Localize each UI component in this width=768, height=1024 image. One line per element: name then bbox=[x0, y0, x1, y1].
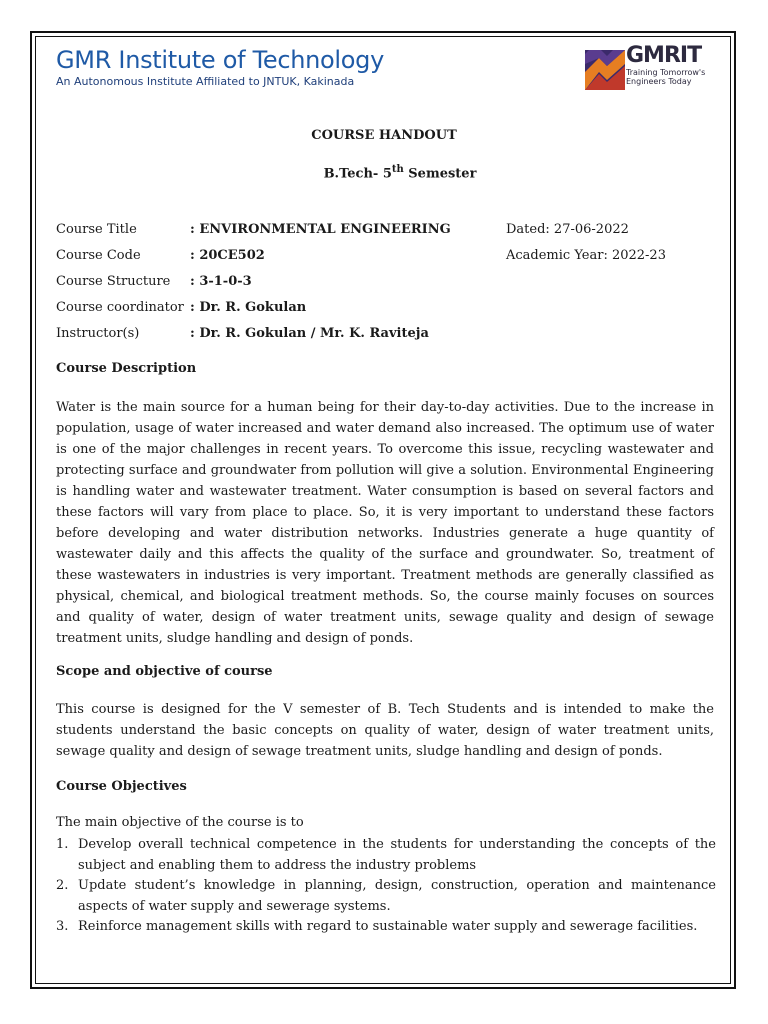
document-title: COURSE HANDOUT bbox=[311, 128, 457, 143]
info-label: Course Title bbox=[56, 222, 137, 237]
logo-tagline-2: Engineers Today bbox=[626, 77, 692, 86]
info-label: Instructor(s) bbox=[56, 326, 140, 341]
info-value: : 20CE502 bbox=[190, 248, 265, 263]
list-item-number: 1. bbox=[56, 837, 69, 852]
scope-text: This course is designed for the V semester of B. Tech Students and is intended to make the students understand the basic concepts on quality of water, design of water treatment units, sewage quality and design of sewage treatment units, sludge handling and design of ponds. bbox=[56, 702, 714, 759]
institute-subtitle: An Autonomous Institute Affiliated to JNTUK, Kakinada bbox=[56, 75, 355, 88]
list-item-text: Reinforce management skills with regard to sustainable water supply and sewerage facilities. bbox=[78, 919, 698, 934]
gmrit-logo bbox=[585, 44, 733, 94]
list-item bbox=[56, 835, 716, 876]
info-label: Course Code bbox=[56, 248, 141, 263]
institute-header bbox=[56, 46, 384, 89]
objectives-list bbox=[56, 835, 716, 938]
list-item bbox=[56, 917, 716, 938]
logo-brand: GMRIT bbox=[626, 43, 702, 68]
course-description-text: Water is the main source for a human being for their day-to-day activities. Due to the increase in population, usage of water increased and water demand also increased. The optimum use of water is one of the major challenges in recent years. To overcome this issue, recycling wastewater and protecting surface and groundwater from pollution will give a solution. Environmental Engineering is handling water and wastewater treatment. Water consumption is based on several factors and these factors will vary from place to place. So, it is very important to understand these factors before developing and water distribution networks. Industries generate a huge quantity of wastewater daily and this affects the quality of the surface and groundwater. So, treatment of these wastewaters in industries is very important. Treatment methods are generally classified as physical, chemical, and biological treatment methods. So, the course mainly focuses on sources and quality of water, design of water treatment units, sewage quality and design of sewage treatment units, sludge handling and design of ponds. bbox=[56, 400, 714, 646]
semester-prefix: B.Tech- 5 bbox=[323, 166, 392, 182]
info-value: : Dr. R. Gokulan bbox=[190, 300, 307, 315]
objectives-intro: The main objective of the course is to bbox=[56, 815, 304, 830]
gmrit-logo-text bbox=[626, 44, 705, 86]
gmrit-logo-icon bbox=[585, 44, 625, 92]
course-description-heading: Course Description bbox=[56, 361, 197, 376]
list-item bbox=[56, 876, 716, 917]
list-item-text: Develop overall technical competence in the students for understanding the concepts of the subject and enabling them to address the industry problems bbox=[78, 837, 716, 873]
scope-heading: Scope and objective of course bbox=[56, 664, 273, 679]
list-item-number: 2. bbox=[56, 878, 69, 893]
semester-title bbox=[0, 164, 768, 181]
semester-sup: th bbox=[391, 164, 404, 175]
info-value: : 3-1-0-3 bbox=[190, 274, 252, 289]
list-item-number: 3. bbox=[56, 919, 69, 934]
semester-suffix: Semester bbox=[403, 166, 477, 182]
list-item-text: Update student’s knowledge in planning, design, construction, operation and maintenance aspects of water supply and sewerage systems. bbox=[78, 878, 716, 914]
info-value: : Dr. R. Gokulan / Mr. K. Raviteja bbox=[190, 326, 429, 341]
institute-name: GMR Institute of Technology bbox=[56, 46, 385, 74]
course-objectives-heading: Course Objectives bbox=[56, 779, 187, 794]
info-label: Course Structure bbox=[56, 274, 171, 289]
info-label: Course coordinator bbox=[56, 300, 184, 315]
info-academic-year: Academic Year: 2022-23 bbox=[506, 248, 666, 263]
info-dated: Dated: 27-06-2022 bbox=[506, 222, 629, 237]
info-value: : ENVIRONMENTAL ENGINEERING bbox=[190, 222, 451, 237]
logo-tagline-1: Training Tomorrow's bbox=[626, 68, 706, 77]
